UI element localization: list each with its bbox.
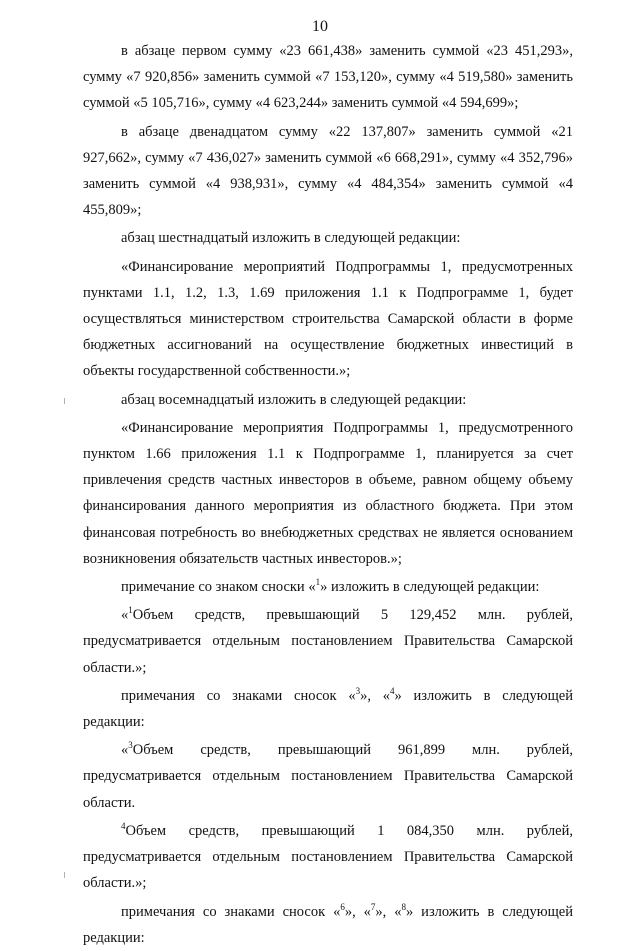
document-body bbox=[83, 38, 573, 951]
footnotes-6-7-8-before: примечания со знаками сносок « bbox=[121, 903, 341, 920]
footnotes-6-7-8-after: » изложить в следующей редакции: bbox=[83, 903, 574, 946]
footnote-1-open-quote: « bbox=[121, 607, 129, 624]
footnote-marker-6: 6 bbox=[340, 901, 345, 912]
page-number: 10 bbox=[312, 18, 328, 35]
footnote-marker-1: 1 bbox=[315, 577, 321, 588]
paragraph-amount-changes-first: в абзаце первом сумму «23 661,438» заменить суммой «23 451,293», сумму «7 920,856» заменить суммой «7 153,120», сумму «4 519,580» заменить суммой «5 105,716», сумму «4 623,244» заменить суммой «4 594,699»; bbox=[83, 43, 573, 112]
footnote-4-text: Объем средств, превышающий 1 084,350 млн. рублей, предусматривается отдельным постановлением Правительства Самарской области.»; bbox=[83, 822, 573, 892]
footnote-3-open-quote: « bbox=[121, 742, 129, 759]
footnotes-6-7-8-separator-1: », « bbox=[344, 903, 371, 920]
paragraph-amount-changes-twelfth: в абзаце двенадцатом сумму «22 137,807» заменить суммой «21 927,662», сумму «7 436,027» заменить суммой «6 668,291», сумму «4 352,796» заменить суммой «4 938,931», сумму «4 484,354» заменить суммой «4 455,809»; bbox=[83, 123, 573, 219]
footnote-1-text: Объем средств, превышающий 5 129,452 млн. рублей, предусматривается отдельным постановлением Правительства Самарской области.»; bbox=[83, 607, 573, 676]
footnote-1-instruction-after: » изложить в следующей редакции: bbox=[320, 579, 540, 596]
footnote-3-text: Объем средств, превышающий 961,899 млн. рублей, предусматривается отдельным постановлением Правительства Самарской области. bbox=[83, 742, 573, 811]
footnote-marker-1: 1 bbox=[128, 605, 133, 616]
footnotes-3-4-separator: », « bbox=[360, 687, 391, 704]
margin-scan-mark bbox=[64, 398, 65, 404]
footnotes-3-4-after: » изложить в следующей редакции: bbox=[83, 687, 573, 731]
footnote-marker-4: 4 bbox=[121, 821, 126, 832]
paragraph-instruction-sixteenth: абзац шестнадцатый изложить в следующей редакции: bbox=[121, 230, 461, 247]
footnote-marker-4: 4 bbox=[390, 686, 395, 697]
paragraph-footnote-1-text bbox=[83, 602, 573, 681]
paragraph-quote-financing-measures: «Финансирование мероприятий Подпрограммы 1, предусмотренных пунктами 1.1, 1.2, 1.3, 1.69 приложения 1.1 к Подпрограмме 1, будет осуществляться министерством строительства Самарской области в форме бюджетных ассигнований на осуществление бюджетных инвестиций в объекты государственной собственности.»; bbox=[83, 258, 573, 380]
footnote-1-instruction-before: примечание со знаком сноски « bbox=[121, 579, 316, 596]
paragraph-footnotes-6-7-8-instruction bbox=[83, 899, 573, 951]
footnote-marker-8: 8 bbox=[401, 901, 406, 912]
paragraph-footnotes-3-4-instruction bbox=[83, 683, 573, 735]
paragraph-footnote-4-text bbox=[83, 818, 573, 897]
footnote-marker-3: 3 bbox=[355, 686, 361, 697]
paragraph-instruction-eighteenth: абзац восемнадцатый изложить в следующей редакции: bbox=[121, 391, 467, 408]
paragraph-quote-private-investors: «Финансирование мероприятия Подпрограммы 1, предусмотренного пунктом 1.66 приложения 1.1 к Подпрограмме 1, планируется за счет привлечения средств частных инвесторов в объеме, равном общему объему финансирования данного мероприятия из областного бюджета. При этом финансовая потребность во внебюджетных средствах не является основанием возникновения обязательств частных инвесторов.»; bbox=[83, 419, 573, 567]
footnotes-3-4-before: примечания со знаками сносок « bbox=[121, 687, 356, 704]
footnote-marker-7: 7 bbox=[370, 901, 376, 912]
footnote-marker-3: 3 bbox=[128, 740, 133, 751]
paragraph-footnote-3-text bbox=[83, 737, 573, 816]
footnotes-6-7-8-separator-2: », « bbox=[375, 903, 402, 920]
paragraph-footnote-1-instruction bbox=[83, 574, 573, 600]
margin-scan-mark bbox=[64, 872, 65, 878]
